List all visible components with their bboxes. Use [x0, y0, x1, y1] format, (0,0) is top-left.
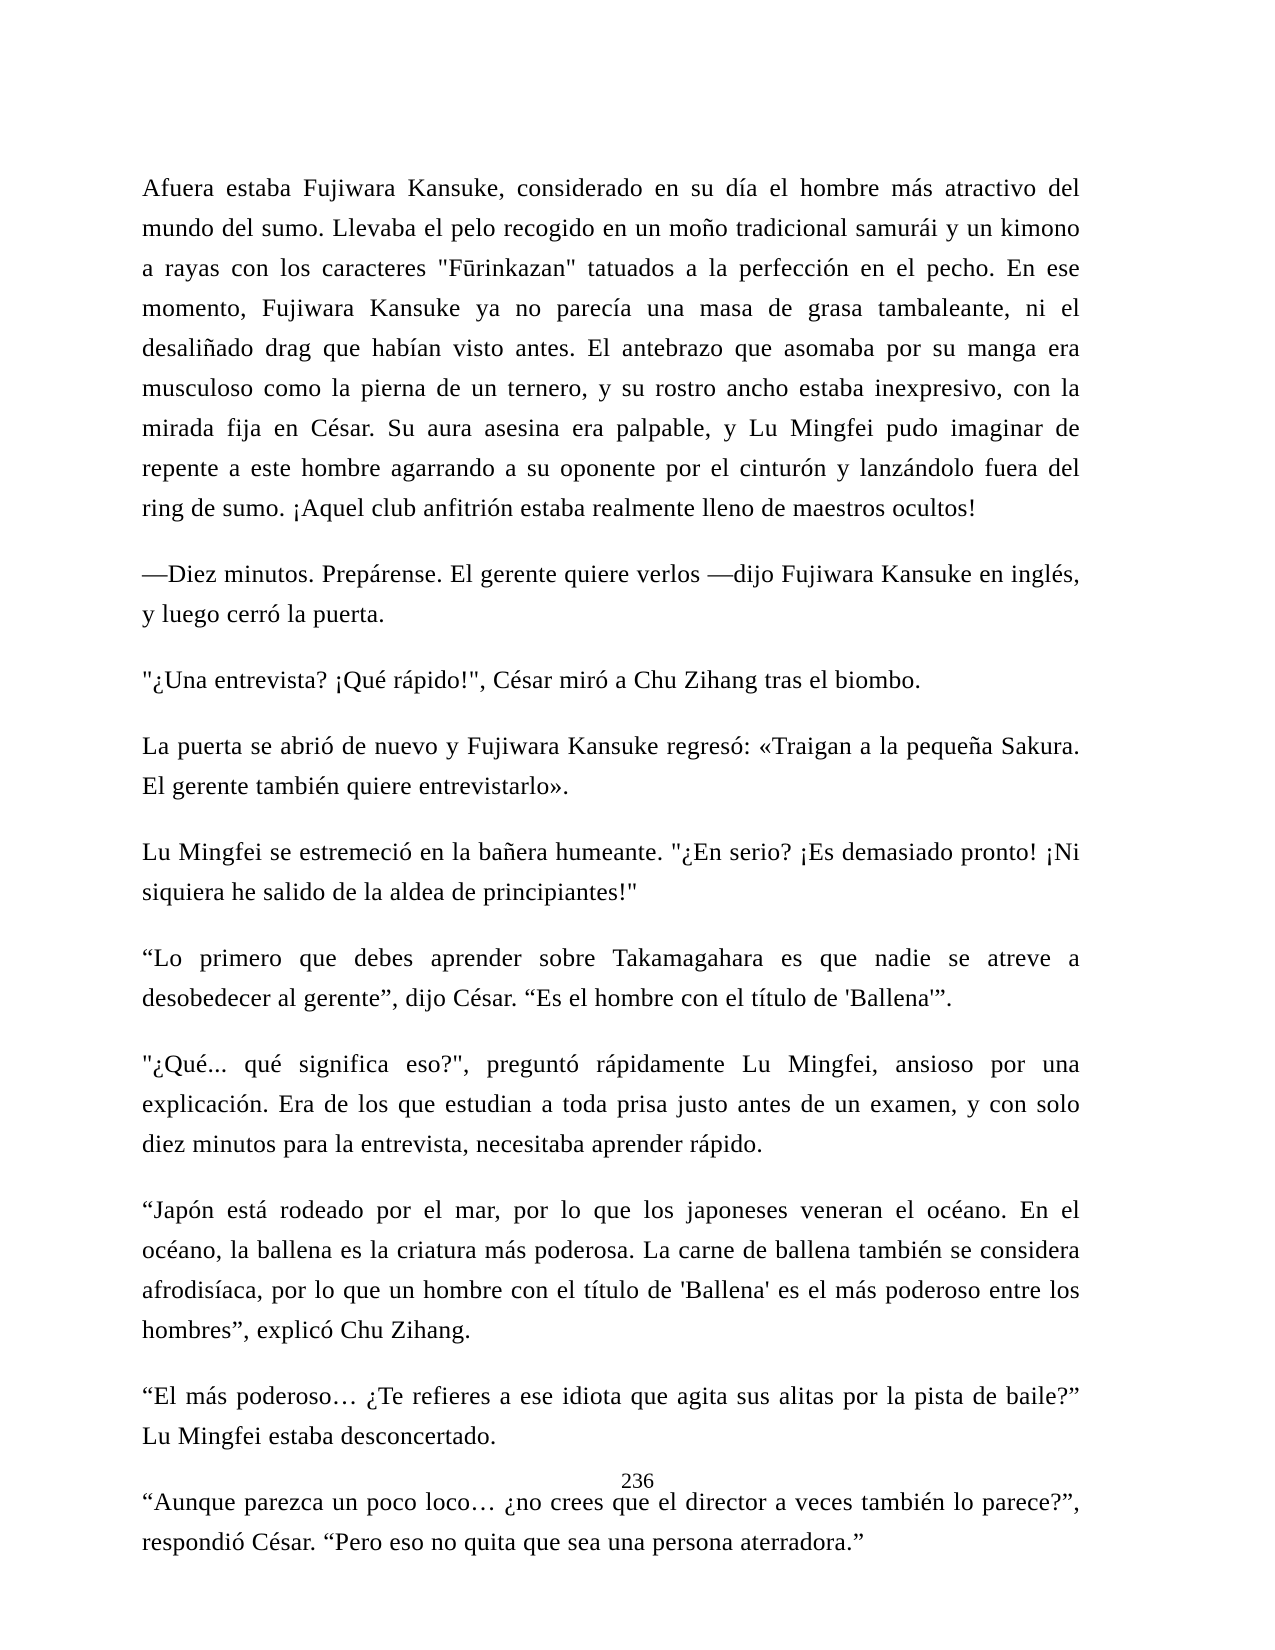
paragraph: “Lo primero que debes aprender sobre Takamagahara es que nadie se atreve a desobedecer al gerente”, dijo César. “Es el hombre con el título de 'Ballena'”.: [142, 943, 1080, 1012]
paragraph: "¿Qué... qué significa eso?", preguntó rápidamente Lu Mingfei, ansioso por una explicación. Era de los que estudian a toda prisa justo antes de un examen, y con solo diez minutos para la entrevista, necesitaba aprender rápido.: [142, 1049, 1080, 1158]
paragraph: Lu Mingfei se estremeció en la bañera humeante. "¿En serio? ¡Es demasiado pronto! ¡Ni siquiera he salido de la aldea de principiantes!": [142, 837, 1080, 906]
paragraph: La puerta se abrió de nuevo y Fujiwara Kansuke regresó: «Traigan a la pequeña Sakura. El gerente también quiere entrevistarlo».: [142, 731, 1080, 800]
paragraph: “Japón está rodeado por el mar, por lo que los japoneses veneran el océano. En el océano, la ballena es la criatura más poderosa. La carne de ballena también se considera afrodisíaca, por lo que un hombre con el título de 'Ballena' es el más poderoso entre los hombres”, explicó Chu Zihang.: [142, 1195, 1080, 1344]
paragraph: “El más poderoso… ¿Te refieres a ese idiota que agita sus alitas por la pista de baile?” Lu Mingfei estaba desconcertado.: [142, 1381, 1080, 1450]
paragraph: "¿Una entrevista? ¡Qué rápido!", César miró a Chu Zihang tras el biombo.: [142, 665, 922, 694]
paragraph: —Diez minutos. Prepárense. El gerente quiere verlos —dijo Fujiwara Kansuke en inglés, y luego cerró la puerta.: [142, 559, 1080, 628]
page-body-text: [142, 168, 1080, 1562]
paragraph: Afuera estaba Fujiwara Kansuke, considerado en su día el hombre más atractivo del mundo del sumo. Llevaba el pelo recogido en un moño tradicional samurái y un kimono a rayas con los caracteres "Fūrinkazan" tatuados a la perfección en el pecho. En ese momento, Fujiwara Kansuke ya no parecía una masa de grasa tambaleante, ni el desaliñado drag que habían visto antes. El antebrazo que asomaba por su manga era musculoso como la pierna de un ternero, y su rostro ancho estaba inexpresivo, con la mirada fija en César. Su aura asesina era palpable, y Lu Mingfei pudo imaginar de repente a este hombre agarrando a su oponente por el cinturón y lanzándolo fuera del ring de sumo. ¡Aquel club anfitrión estaba realmente lleno de maestros ocultos!: [142, 173, 1080, 522]
paragraph: “Aunque parezca un poco loco… ¿no crees que el director a veces también lo parece?”, respondió César. “Pero eso no quita que sea una persona aterradora.”: [142, 1487, 1080, 1556]
page-number: 236: [621, 1468, 654, 1493]
